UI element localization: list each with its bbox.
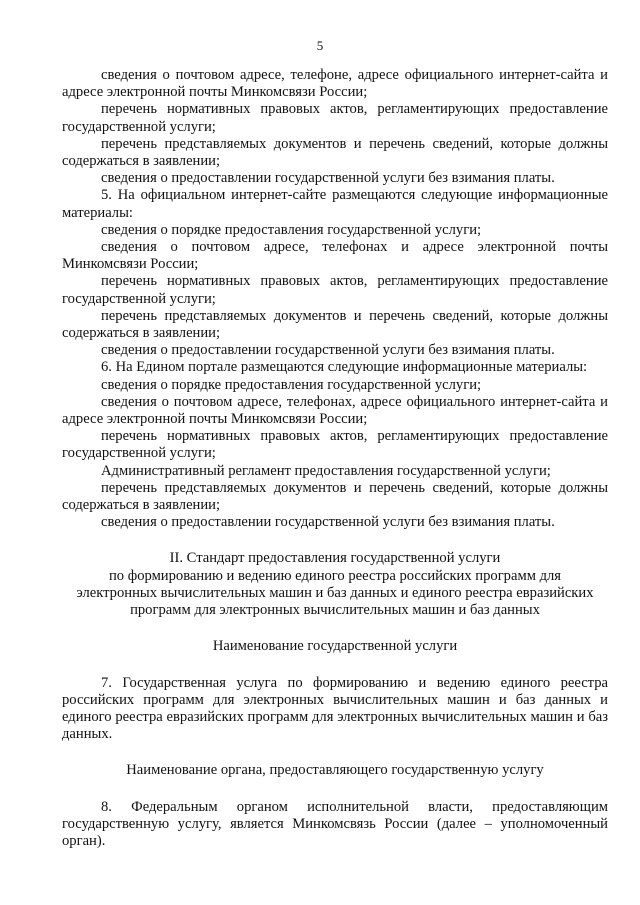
paragraph: перечень нормативных правовых актов, регламентирующих предоставление государственной услуги;	[62, 428, 608, 462]
section-title-line: II. Стандарт предоставления государственной услуги	[169, 550, 501, 567]
paragraph: сведения о предоставлении государственной услуги без взимания платы.	[101, 514, 555, 531]
paragraph: сведения о предоставлении государственной услуги без взимания платы.	[101, 342, 555, 359]
section-title	[62, 550, 608, 619]
paragraph-item-5: 5. На официальном интернет-сайте размещаются следующие информационные материалы:	[62, 187, 608, 221]
paragraph-item-7: 7. Государственная услуга по формированию и ведению единого реестра российских программ для электронных вычислительных машин и баз данных и единого реестра евразийских программ для электронных вычислительных машин и баз данных.	[62, 674, 608, 743]
subheading-authority: Наименование органа, предоставляющего государственную услугу	[126, 762, 544, 779]
subheading-service-name: Наименование государственной услуги	[212, 638, 458, 655]
paragraph: перечень представляемых документов и перечень сведений, которые должны содержаться в заявлении;	[62, 479, 608, 514]
section-title-line: электронных вычислительных машин и баз данных и единого реестра евразийских	[76, 584, 594, 601]
section-title-line: программ для электронных вычислительных машин и баз данных	[130, 602, 540, 619]
paragraph: перечень представляемых документов и перечень сведений, которые должны содержаться в заявлении;	[62, 135, 608, 170]
paragraph: сведения о почтовом адресе, телефонах, адресе официального интернет-сайта и адресе электронной почты Минкомсвязи России;	[62, 393, 608, 428]
paragraph: перечень представляемых документов и перечень сведений, которые должны содержаться в заявлении;	[62, 307, 608, 342]
paragraph: Административный регламент предоставления государственной услуги;	[101, 462, 551, 479]
paragraph: сведения о порядке предоставления государственной услуги;	[101, 376, 482, 393]
paragraph: сведения о предоставлении государственной услуги без взимания платы.	[101, 170, 555, 187]
paragraph-item-8: 8. Федеральным органом исполнительной власти, предоставляющим государственную услугу, является Минкомсвязь России (далее – уполномоченный орган).	[62, 798, 608, 849]
page-number: 5	[316, 38, 324, 53]
paragraph: перечень нормативных правовых актов, регламентирующих предоставление государственной услуги;	[62, 273, 608, 307]
paragraph-item-6: 6. На Едином портале размещаются следующие информационные материалы:	[101, 359, 588, 376]
section-title-line: по формированию и ведению единого реестра российских программ для	[108, 567, 561, 584]
paragraph: сведения о почтовом адресе, телефонах и адресе электронной почты Минкомсвязи России;	[62, 239, 608, 273]
paragraph: сведения о порядке предоставления государственной услуги;	[101, 221, 482, 238]
paragraph: сведения о почтовом адресе, телефоне, адресе официального интернет-сайта и адресе электронной почты Минкомсвязи России;	[62, 67, 608, 101]
document-body	[62, 67, 608, 850]
paragraph: перечень нормативных правовых актов, регламентирующих предоставление государственной услуги;	[62, 101, 608, 135]
